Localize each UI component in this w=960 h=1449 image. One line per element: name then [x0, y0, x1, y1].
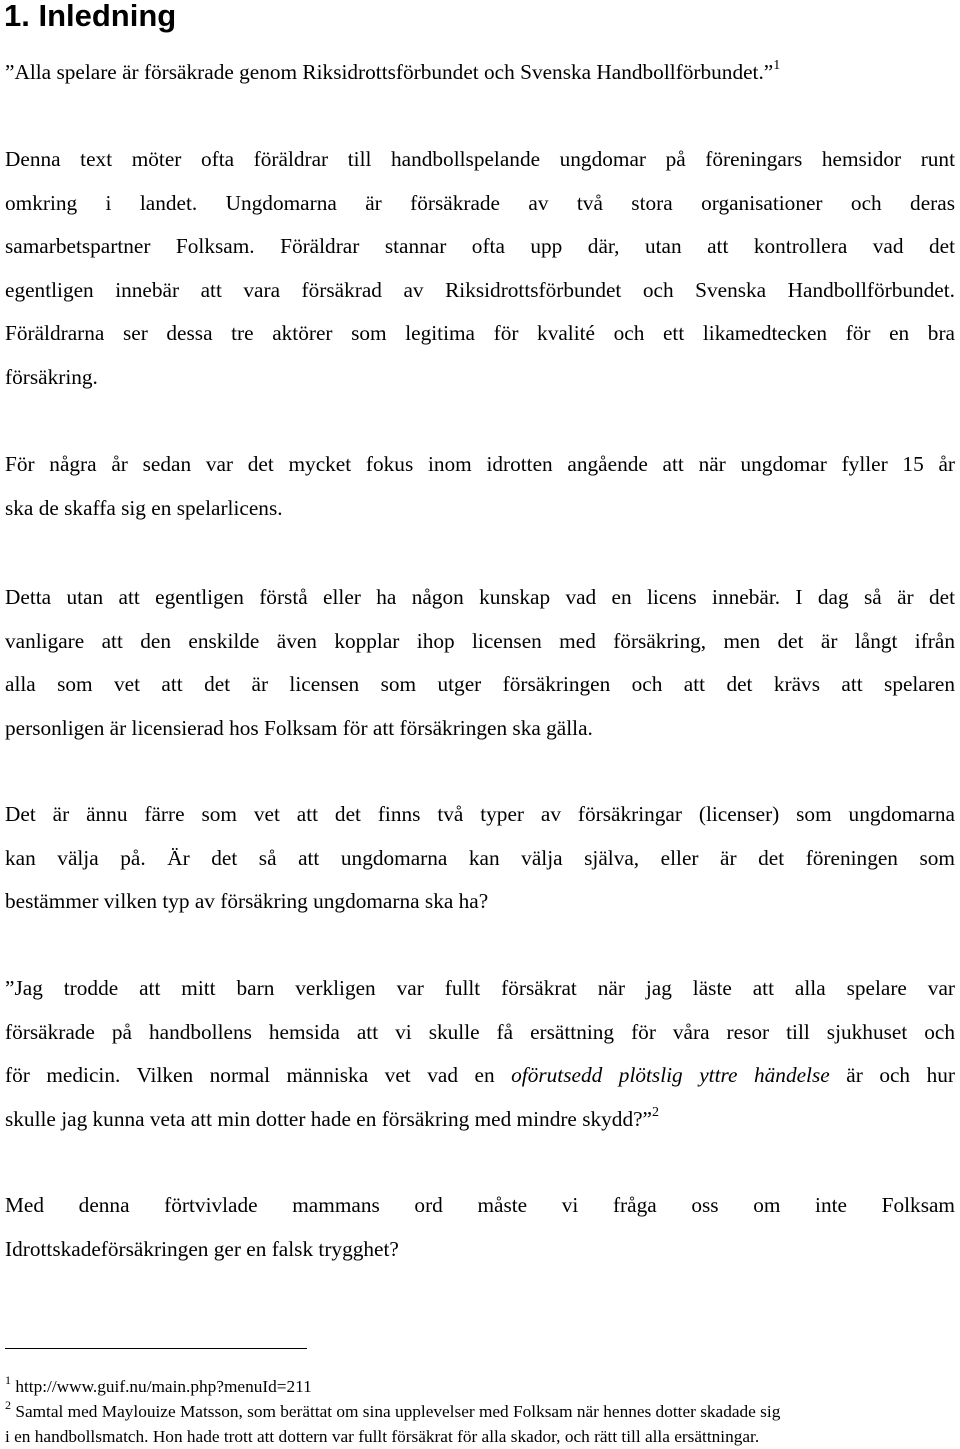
paragraph-line: För några år sedan var det mycket fokus inom idrotten angående att när ungdomar fyller 15 år [5, 452, 955, 476]
intro-quote-paragraph [5, 51, 955, 95]
footnote-separator [5, 1348, 307, 1349]
paragraph-line: omkring i landet. Ungdomarna är försäkrade av två stora organisationer och deras [5, 190, 955, 215]
footnote-number: 1 [5, 1373, 11, 1388]
footnote-ref-2: 2 [652, 1104, 659, 1120]
paragraph-line: Detta utan att egentligen förstå eller ha någon kunskap vad en licens innebär. I dag så är det [5, 585, 955, 609]
paragraph-line: alla som vet att det är licensen som utger försäkringen och att det krävs att spelaren [5, 672, 955, 697]
paragraph-line: Idrottskadeförsäkringen ger en falsk trygghet? [5, 1236, 399, 1261]
paragraph-line: ska de skaffa sig en spelarlicens. [5, 495, 283, 520]
paragraph-line: ”Alla spelare är försäkrade genom Riksidrottsförbundet och Svenska Handbollförbundet.”$^1$ [5, 57, 781, 84]
paragraph-line: Denna text möter ofta föräldrar till handbollspelande ungdomar på föreningars hemsidor runt [5, 147, 955, 171]
paragraph-line: Det är ännu färre som vet att det finns två typer av försäkringar (licenser) som ungdomarna [5, 802, 955, 826]
mother-quote-paragraph [5, 967, 955, 1141]
italic-phrase: oförutsedd plötslig yttre händelse [511, 1063, 830, 1088]
paragraph-line: samarbetspartner Folksam. Föräldrar stannar ofta upp där, utan att kontrollera vad det [5, 234, 955, 259]
paragraph-line: bestämmer vilken typ av försäkring ungdomarna ska ha? [5, 889, 489, 914]
paragraph-6 [5, 1184, 955, 1271]
paragraph-1 [5, 138, 955, 400]
footnote-2: $^2$ Samtal med Maylouize Matsson, som berättat om sina upplevelser med Folksam när hennes dotter skadade sig i en handbollsmatch. Hon hade trott att dottern var fullt försäkrat för alla skador, och rätt till alla ersättningar. [5, 1398, 781, 1446]
paragraph-line: Föräldrarna ser dessa tre aktörer som legitima för kvalité och ett likamedtecken för en bra [5, 321, 955, 346]
paragraph-line: personligen är licensierad hos Folksam för att försäkringen ska gälla. [5, 715, 593, 740]
page-heading: 1. Inledning [4, 0, 177, 33]
footnote-link[interactable]: http://www.guif.nu/main.php?menuId=211 [15, 1377, 312, 1396]
paragraph-line: för medicin. Vilken normal människa vet vad en oförutsedd plötslig yttre händelse är och hur [5, 1063, 956, 1088]
paragraph-4 [5, 793, 955, 924]
footnote-ref-1: 1 [773, 57, 781, 73]
paragraph-line: försäkring. [5, 364, 98, 389]
paragraph-line: kan välja på. Är det så att ungdomarna kan välja själva, eller är det föreningen som [5, 845, 955, 870]
paragraph-line: vanligare att den enskilde även kopplar ihop licensen med försäkring, men det är långt ifrån [5, 628, 955, 653]
paragraph-3 [5, 576, 955, 750]
footnote-1 [5, 1374, 955, 1399]
paragraph-line: Med denna förtvivlade mammans ord måste vi fråga oss om inte Folksam [5, 1193, 955, 1217]
paragraph-2 [5, 443, 955, 530]
paragraph-line: skulle jag kunna veta att min dotter hade en försäkring med mindre skydd?”$^2$ [5, 1104, 659, 1131]
footnote-number: 2 [5, 1398, 11, 1413]
paragraph-line: ”Jag trodde att mitt barn verkligen var fullt försäkrat när jag läste att alla spelare var [5, 976, 955, 1000]
paragraph-line: försäkrade på handbollens hemsida att vi skulle få ersättning för våra resor till sjukhuset och [5, 1019, 955, 1044]
paragraph-line: egentligen innebär att vara försäkrad av Riksidrottsförbundet och Svenska Handbollförbundet. [5, 277, 955, 302]
